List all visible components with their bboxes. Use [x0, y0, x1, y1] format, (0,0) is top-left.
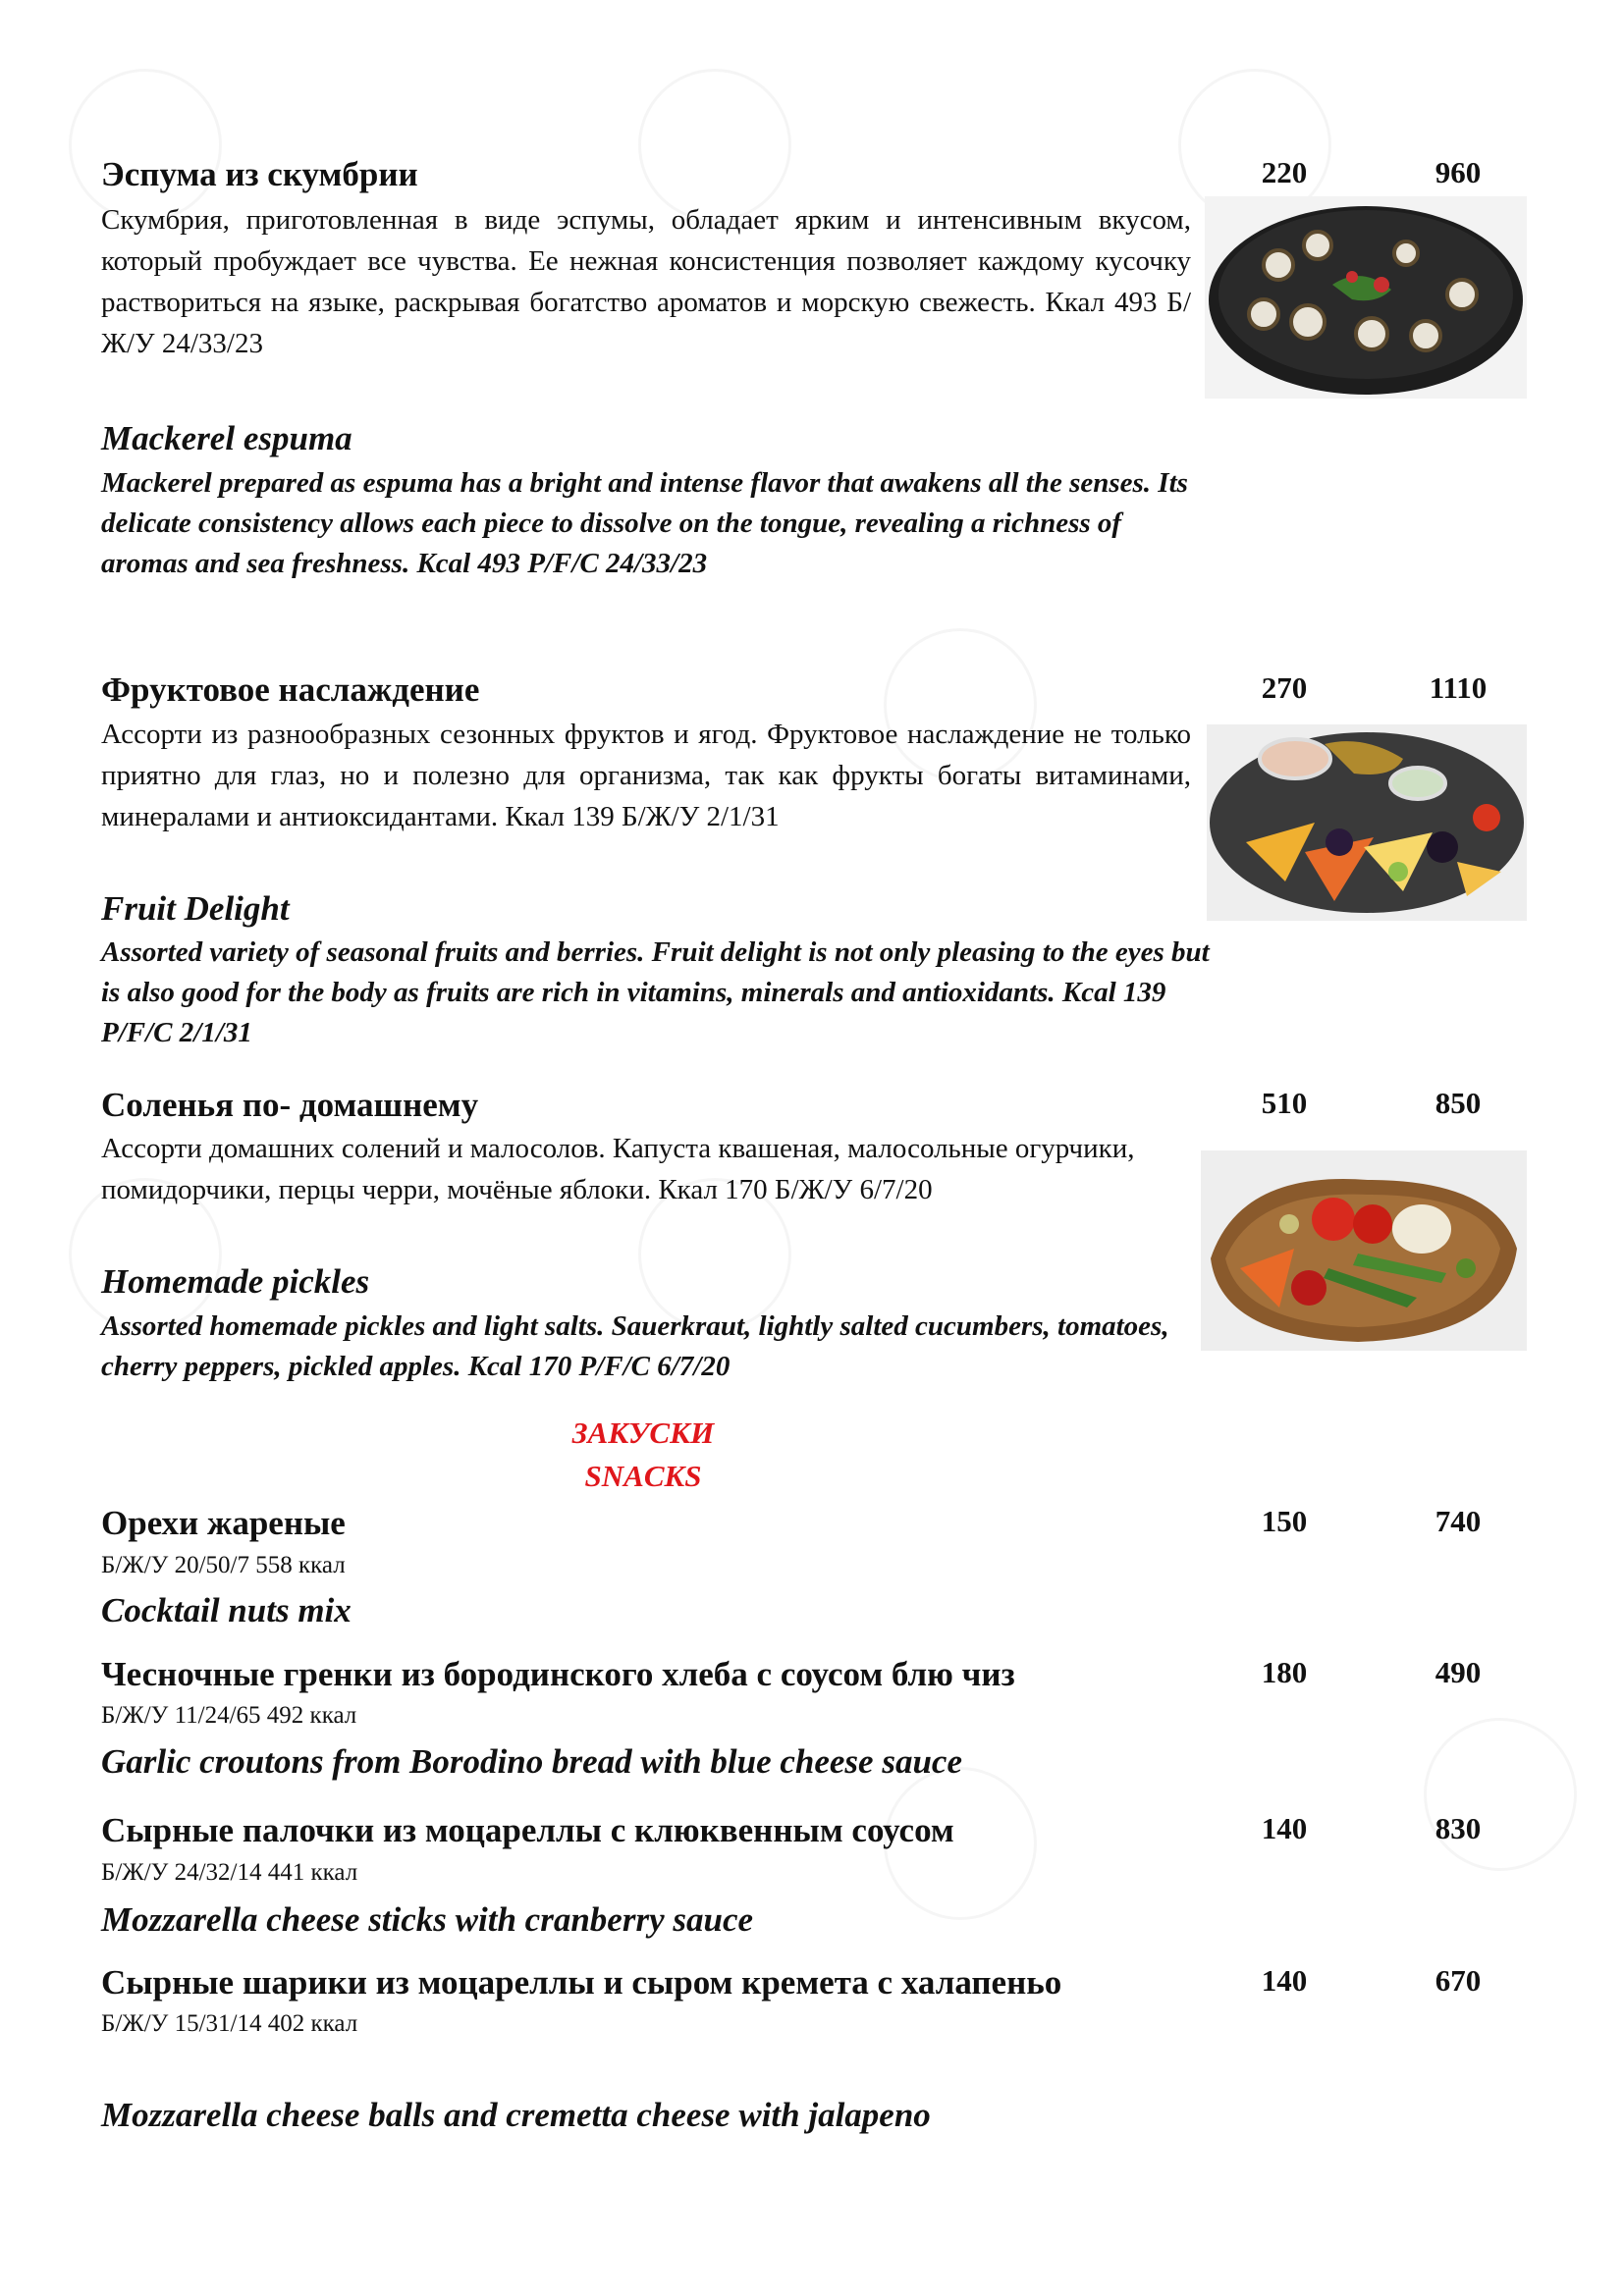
snack-weight: 180	[1261, 1655, 1308, 1689]
snack-macros: Б/Ж/У 15/31/14 402 ккал	[101, 2010, 358, 2037]
item-title-ru: Фруктовое наслаждение	[101, 670, 480, 709]
snack-title-ru: Сырные палочки из моцареллы с клюквенным соусом	[101, 1811, 954, 1849]
item-description-en: Assorted homemade pickles and light salts. Sauerkraut, lightly salted cucumbers, tomatoes, cherry peppers, pickled apples. Kcal 170 P/F/C 6/7/20	[101, 1310, 1169, 1382]
dish-photo-mackerel	[1205, 196, 1527, 399]
item-description-en: Mackerel prepared as espuma has a bright and intense flavor that awakens all the senses. Its delicate consistency allows each piece to dissolve on the tongue, revealing a richness of aromas and sea freshness. Kcal 493 P/F/C 24/33/23	[101, 467, 1188, 579]
section-title-en: SNACKS	[584, 1459, 702, 1493]
item-title-en: Fruit Delight	[101, 889, 290, 928]
snack-title-ru: Сырные шарики из моцареллы и сыром кремета с халапеньо	[101, 1963, 1062, 2002]
item-weight: 270	[1261, 670, 1308, 705]
item-title-ru: Соленья по- домашнему	[101, 1086, 479, 1124]
snack-weight: 140	[1261, 1811, 1308, 1845]
snack-title-ru: Чесночные гренки из бородинского хлеба с соусом блю чиз	[101, 1655, 1015, 1693]
snack-price: 830	[1435, 1811, 1482, 1845]
item-description-ru: Ассорти из разнообразных сезонных фруктов и ягод. Фруктовое наслаждение не только приятно для глаз, но и полезно для организма, так как фрукты богаты витаминами, минералами и антиоксидантами. Ккал 139 Б/Ж/У 2/1/31	[101, 719, 1191, 832]
snack-price: 670	[1435, 1963, 1482, 1998]
snack-macros: Б/Ж/У 11/24/65 492 ккал	[101, 1702, 357, 1729]
snack-title-en: Garlic croutons from Borodino bread with blue cheese sauce	[101, 1742, 962, 1781]
snack-weight: 140	[1261, 1963, 1308, 1998]
snack-macros: Б/Ж/У 24/32/14 441 ккал	[101, 1859, 358, 1886]
item-title-ru: Эспума из скумбрии	[101, 155, 418, 193]
dish-photo-fruit	[1207, 724, 1527, 921]
item-price: 960	[1435, 155, 1482, 189]
item-weight: 510	[1261, 1086, 1308, 1120]
snack-macros: Б/Ж/У 20/50/7 558 ккал	[101, 1552, 346, 1578]
watermark-logo	[1424, 1718, 1577, 1871]
section-title-ru: ЗАКУСКИ	[571, 1415, 715, 1450]
dish-photo-pickles	[1201, 1150, 1527, 1351]
item-title-en: Homemade pickles	[101, 1262, 370, 1301]
item-description-en: Assorted variety of seasonal fruits and berries. Fruit delight is not only pleasing to the eyes but is also good for the body as fruits are rich in vitamins, minerals and antioxidants. Kcal 139 P/F/C 2/1/31	[101, 936, 1210, 1048]
item-weight: 220	[1261, 155, 1308, 189]
snack-title-en: Mozzarella cheese sticks with cranberry sauce	[101, 1900, 754, 1939]
snack-price: 490	[1435, 1655, 1482, 1689]
snack-title-ru: Орехи жареные	[101, 1504, 346, 1542]
item-title-en: Mackerel espuma	[101, 419, 352, 457]
snack-price: 740	[1435, 1504, 1482, 1538]
snack-title-en: Cocktail nuts mix	[101, 1591, 352, 1629]
snack-title-en: Mozzarella cheese balls and cremetta cheese with jalapeno	[101, 2096, 931, 2134]
item-description-ru: Скумбрия, приготовленная в виде эспумы, обладает ярким и интенсивным вкусом, который пробуждает все чувства. Ее нежная консистенция позволяет каждому кусочку раствориться на языке, раскрывая богатство ароматов и морскую свежесть. Ккал 493 Б/Ж/У 24/33/23	[101, 204, 1191, 359]
item-price: 1110	[1429, 670, 1488, 705]
item-description-ru: Ассорти домашних солений и малосолов. Капуста квашеная, малосольные огурчики, помидорчики, перцы черри, мочёные яблоки. Ккал 170 Б/Ж/У 6/7/20	[101, 1133, 1135, 1205]
item-price: 850	[1435, 1086, 1482, 1120]
snack-weight: 150	[1261, 1504, 1308, 1538]
